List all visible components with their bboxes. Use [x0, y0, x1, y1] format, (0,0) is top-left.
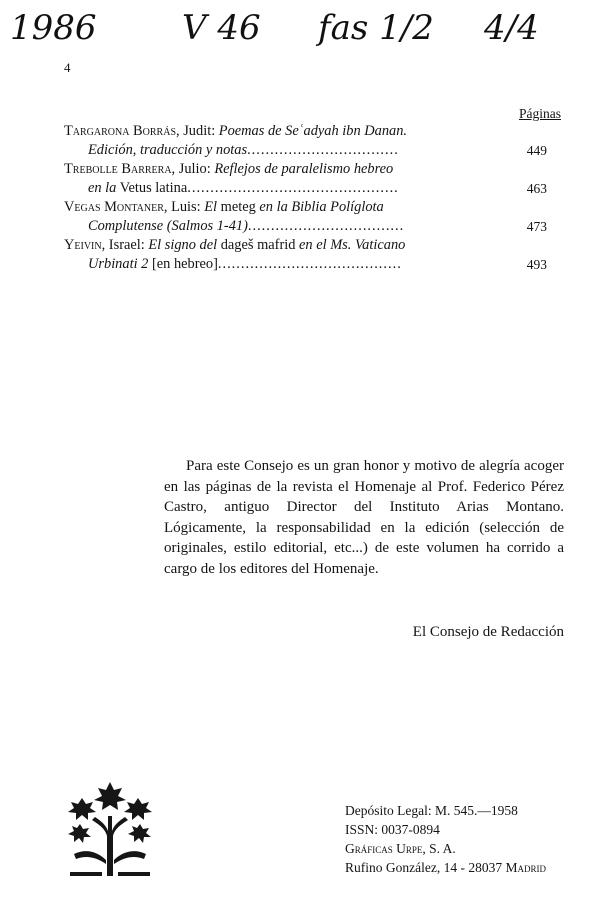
- editorial-note: [164, 456, 564, 579]
- entry-page: 493: [526, 257, 547, 272]
- leader-dots: ........................................: [217, 256, 402, 272]
- table-of-contents: [64, 104, 561, 274]
- entry-title: El signo del: [148, 237, 218, 253]
- printer: Gráficas Urpe, S. A.: [345, 841, 456, 856]
- leader-dots: ..................................: [247, 218, 405, 234]
- entry-title: El: [204, 199, 218, 215]
- handwritten-part: 4/4: [484, 8, 539, 48]
- handwritten-volume: V 46: [182, 8, 261, 48]
- imprint: [345, 801, 546, 877]
- page-number: 4: [64, 60, 71, 75]
- toc-header: Páginas: [519, 106, 561, 121]
- note-paragraph: Para este Consejo es un gran honor y motivo de alegría acoger en las páginas de la revista el Homenaje al Prof. Federico Pérez Castro, antiguo Director del Instituto Arias Montano. Lógicamente, la responsabilidad en la edición (selección de originales, estilo editorial, etc...) de este volumen ha corrido a cargo de los editores del Homenaje.: [164, 458, 564, 577]
- entry-title: Reflejos de paralelismo hebreo: [214, 161, 394, 177]
- signature: El Consejo de Redacción: [412, 624, 564, 640]
- legal-deposit: Depósito Legal: M. 545.—1958: [345, 803, 518, 818]
- address: Rufino González, 14 - 28037 Madrid: [345, 860, 546, 875]
- issn: ISSN: 0037-0894: [345, 822, 440, 837]
- toc-entry: Targarona Borrás, Judit: Poemas de Seʿadyah ibn Danan. Edición, traducción y notas................................. 449: [64, 123, 547, 158]
- toc-entry: Trebolle Barrera, Julio: Reflejos de paralelismo hebreo en la Vetus latina.............................................. 463: [64, 161, 547, 196]
- leader-dots: .................................: [247, 142, 399, 158]
- entry-page: 449: [526, 143, 547, 158]
- entry-title: Poemas de Seʿadyah ibn Danan.: [218, 123, 408, 139]
- handwritten-fascicle: fas 1/2: [318, 8, 434, 48]
- tree-emblem-icon: [68, 780, 152, 880]
- toc-entry: Yeivin, Israel: El signo del dageš mafrid en el Ms. Vaticano Urbinati 2 [en hebreo]........................................ 493: [64, 237, 547, 272]
- entry-author: Trebolle Barrera: [64, 161, 172, 177]
- leader-dots: ..............................................: [187, 180, 399, 196]
- handwritten-year: 1986: [10, 8, 97, 48]
- entry-author: Targarona Borrás: [64, 123, 177, 139]
- entry-author: Vegas Montaner: [64, 199, 164, 215]
- entry-page: 463: [526, 181, 547, 196]
- entry-page: 473: [526, 219, 547, 234]
- entry-author: Yeivin: [64, 237, 102, 253]
- toc-entry: Vegas Montaner, Luis: El meteg en la Biblia Políglota Complutense (Salmos 1-41).................................. 473: [64, 199, 547, 234]
